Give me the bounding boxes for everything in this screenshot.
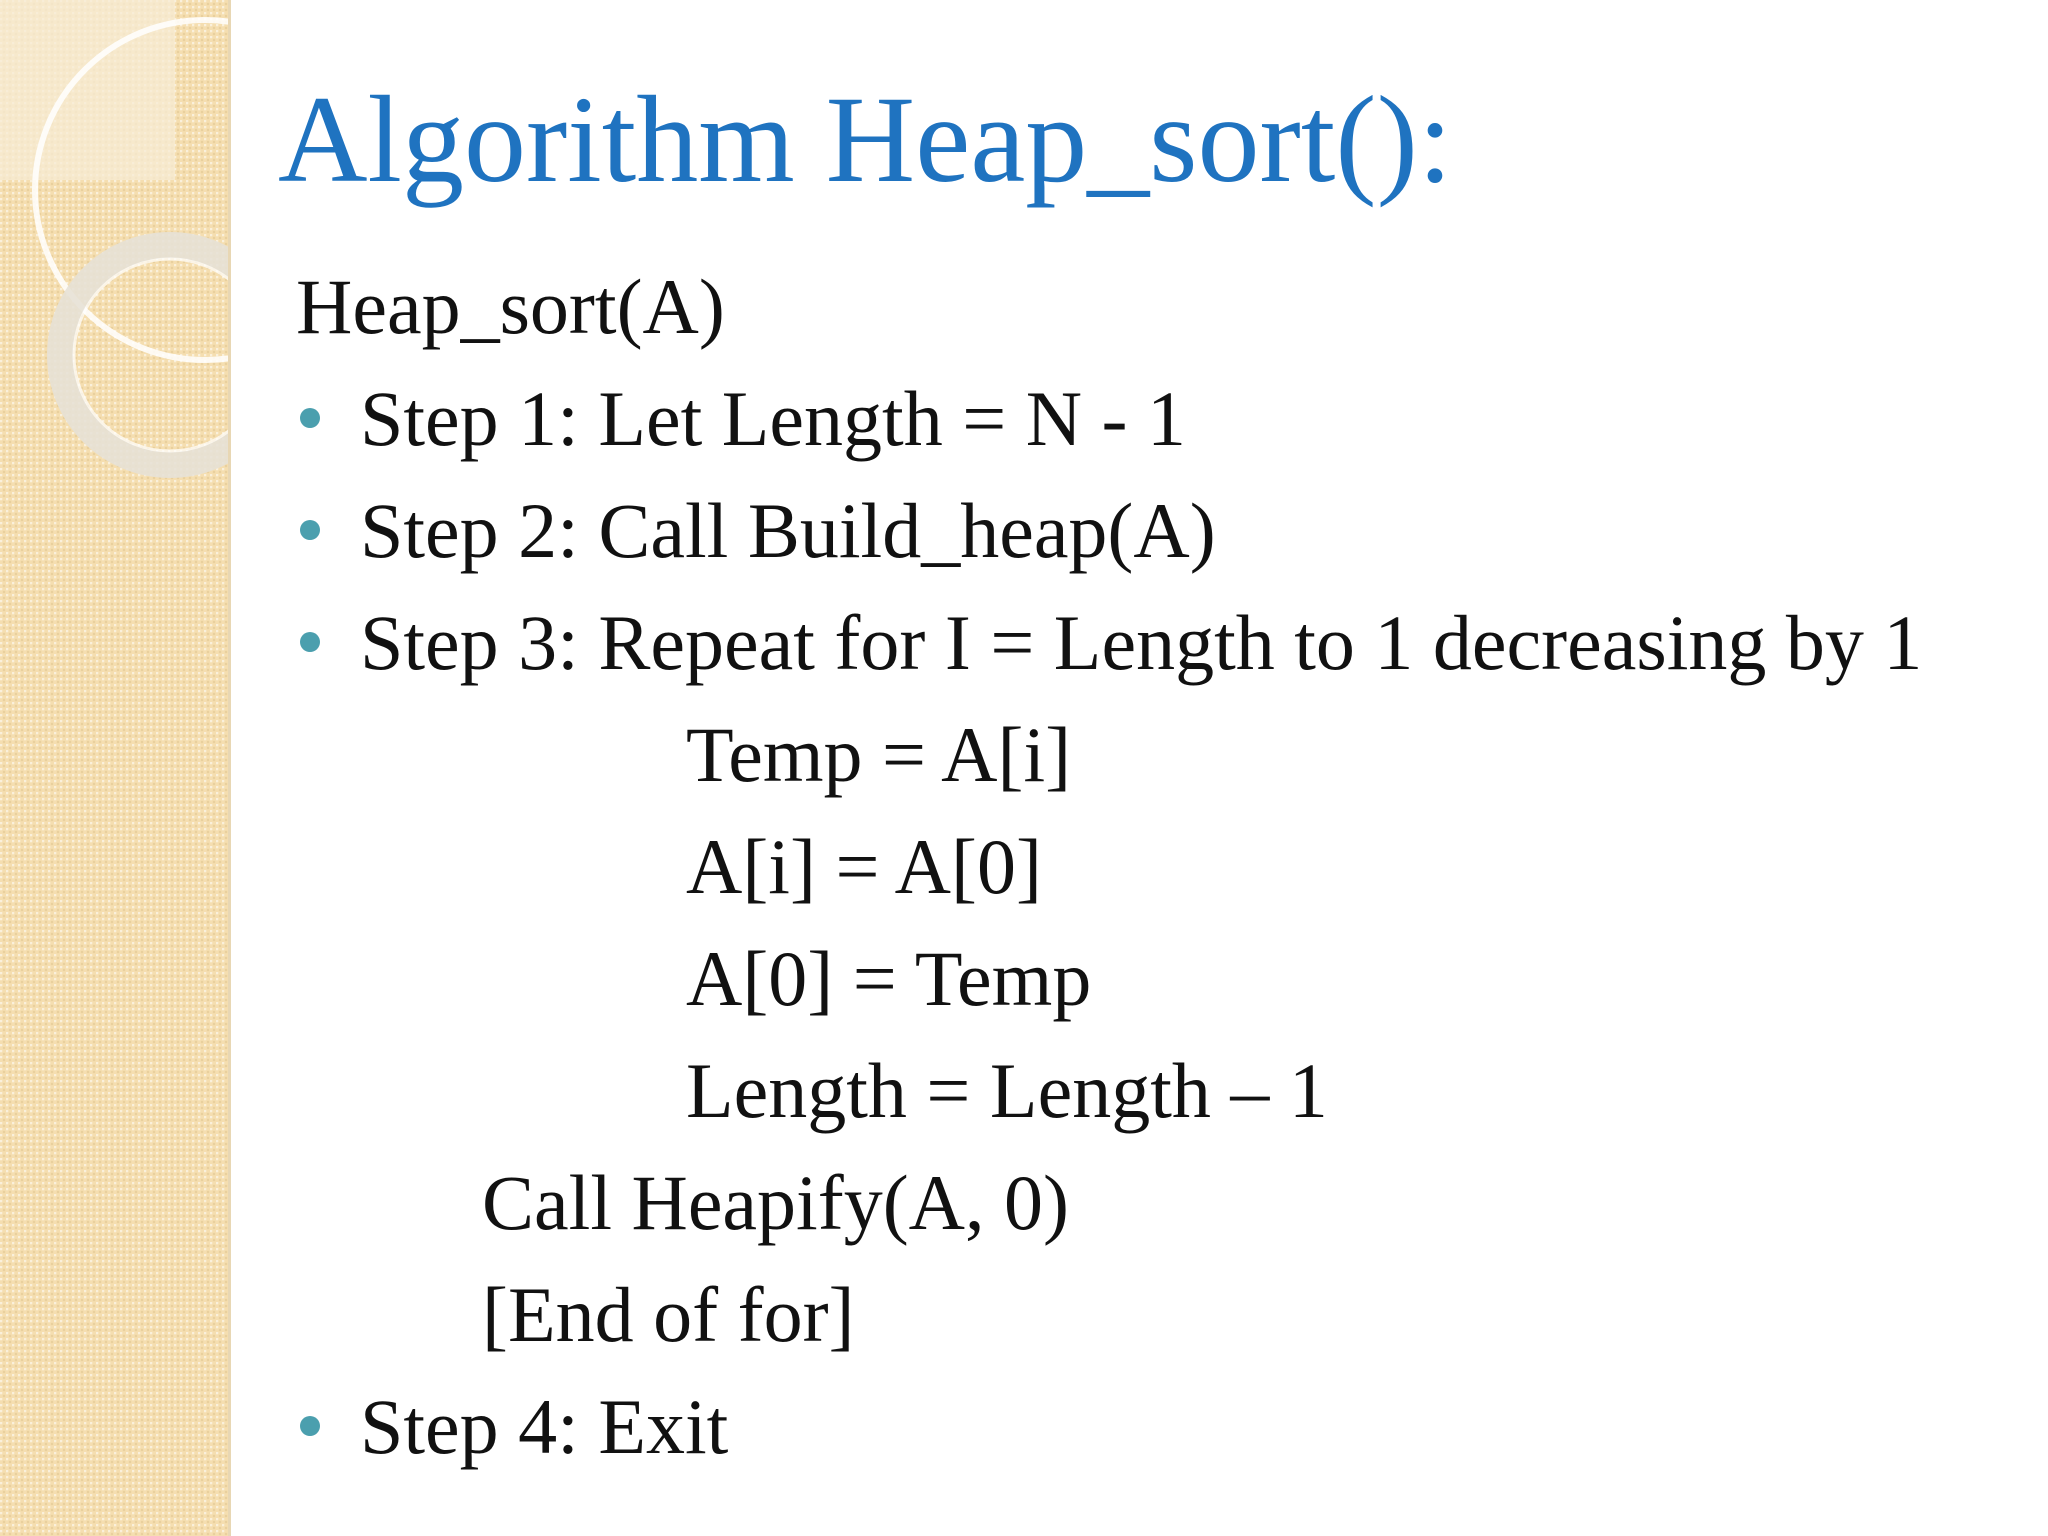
loop-body-line: Temp = A[i] — [686, 711, 1072, 798]
bullet-icon — [300, 1416, 320, 1436]
step-3: Step 3: Repeat for I = Length to 1 decreasing by 1 — [360, 599, 1923, 686]
loop-body-line: A[i] = A[0] — [686, 823, 1042, 910]
bullet-icon — [300, 408, 320, 428]
slide-title: Algorithm Heap_sort(): — [278, 71, 1453, 208]
loop-tail-line: [End of for] — [482, 1271, 855, 1358]
decorative-circles — [0, 0, 228, 1536]
loop-body-line: A[0] = Temp — [686, 935, 1092, 1022]
loop-tail-line: Call Heapify(A, 0) — [482, 1159, 1069, 1246]
loop-body-line: Length = Length – 1 — [686, 1047, 1328, 1134]
decorative-side-panel — [0, 0, 231, 1536]
step-1: Step 1: Let Length = N - 1 — [360, 375, 1187, 462]
algorithm-heading: Heap_sort(A) — [296, 263, 725, 350]
bullet-icon — [300, 520, 320, 540]
bullet-icon — [300, 632, 320, 652]
step-2: Step 2: Call Build_heap(A) — [360, 487, 1216, 574]
step-4: Step 4: Exit — [360, 1383, 729, 1470]
